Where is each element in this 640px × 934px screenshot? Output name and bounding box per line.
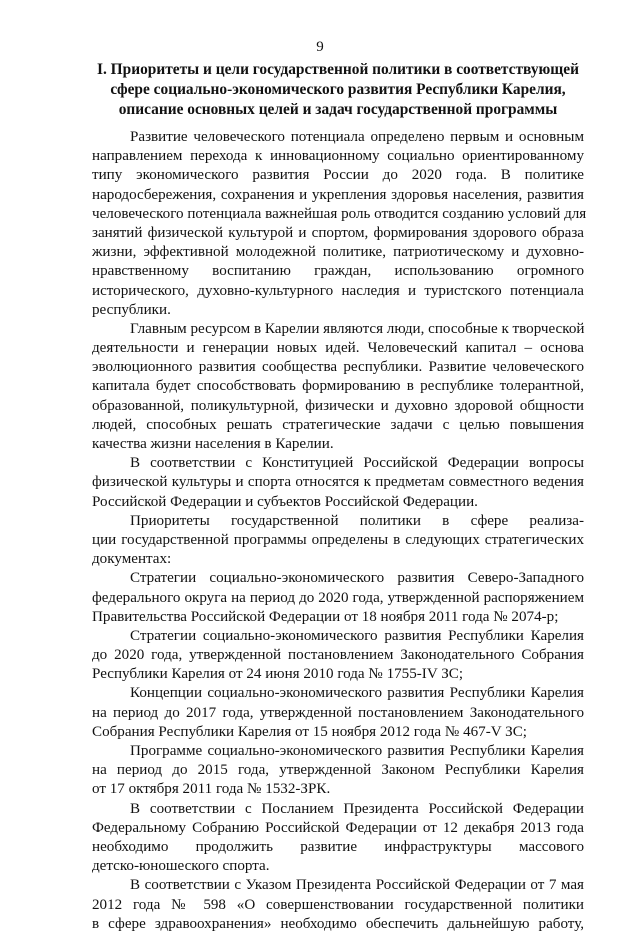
text-line: физической культуры и спорта относятся к предметам совместного ведения <box>92 474 584 491</box>
body-text <box>92 128 587 934</box>
text-line: В соответствии с Посланием Президента Российской Федерации <box>130 800 584 817</box>
text-line: занятий физической культурой и спортом, формирования здорового образа <box>92 224 584 241</box>
paragraph <box>92 569 584 627</box>
paragraph <box>92 454 584 512</box>
text-line: капитала будет способствовать формированию в республике толерантной, <box>92 378 584 395</box>
text-line: республики. <box>92 301 171 318</box>
text-line: образованной, поликультурной, физически и духовно здоровой общности <box>92 397 584 414</box>
text-line: человеческого потенциала важнейшая роль отводится созданию условий для <box>92 205 587 222</box>
text-line: Главным ресурсом в Карелии являются люди, способные к творческой <box>130 320 585 337</box>
text-line: качества жизни населения в Карелии. <box>92 436 334 452</box>
text-line: Развитие человеческого потенциала определено первым и основным <box>130 129 584 145</box>
text-line: Правительства Российской Федерации от 18 ноября 2011 года № 2074-р; <box>92 608 559 625</box>
text-line: Российской Федерации и субъектов Российской Федерации. <box>92 493 478 510</box>
text-line: направлением перехода к инновационному социально ориентированному <box>92 148 584 165</box>
text-line: на период до 2017 года, утвержденной постановлением Законодательного <box>92 704 584 721</box>
text-line: ции государственной программы определены в следующих стратегических <box>92 531 584 548</box>
text-line: Программе социально-экономического развития Республики Карелия <box>130 743 584 759</box>
text-line: на период до 2015 года, утвержденной Законом Республики Карелия <box>92 762 584 779</box>
section-heading <box>92 60 584 120</box>
paragraph <box>92 876 584 934</box>
text-line: Республики Карелия от 24 июня 2010 года № 1755-IV ЗС; <box>92 666 464 683</box>
text-line: типу экономического развития России до 2020 года. В политике <box>92 167 584 184</box>
paragraph <box>92 512 584 570</box>
paragraph <box>92 742 584 800</box>
text-line: народосбережения, сохранения и укрепления здоровья населения, развития <box>92 186 584 203</box>
text-line: до 2020 года, утвержденной постановлением Законодательного Собрания <box>92 647 584 664</box>
heading-line: описание основных целей и задач государственной программы <box>118 101 558 118</box>
paragraph <box>92 320 584 454</box>
text-line: Приоритеты государственной политики в сфере реализа- <box>130 512 584 529</box>
paragraph <box>92 800 584 877</box>
text-line: Концепции социально-экономического развития Республики Карелия <box>130 685 584 702</box>
text-line: людей, способных решать стратегические задачи с целью повышения <box>92 416 584 433</box>
text-line: В соответствии с Указом Президента Российской Федерации от 7 мая <box>130 877 584 894</box>
text-line: необходимо продолжить развитие инфраструктуры массового <box>92 838 584 855</box>
text-line: В соответствии с Конституцией Российской Федерации вопросы <box>130 455 584 472</box>
page-number: 9 <box>316 39 324 55</box>
text-line: документах: <box>92 551 172 568</box>
text-line: жизни, эффективной молодежной политике, патриотическому и духовно- <box>92 244 584 261</box>
text-line: эволюционного развития сообщества республики. Развитие человеческого <box>92 359 584 376</box>
text-line: от 17 октября 2011 года № 1532-ЗРК. <box>92 781 331 798</box>
text-line: деятельности и генерации новых идей. Человеческий капитал – основа <box>92 340 584 357</box>
heading-line: I. Приоритеты и цели государственной политики в соответствующей <box>97 61 579 78</box>
text-line: 2012 года № 598 «О совершенствовании государственной политики <box>92 896 584 913</box>
text-line: Федеральному Собранию Российской Федерации от 12 декабря 2013 года <box>92 819 584 836</box>
paragraph <box>92 627 584 685</box>
text-line: Стратегии социально-экономического развития Северо-Западного <box>130 570 584 587</box>
paragraph <box>92 684 584 742</box>
text-line: детско-юношеского спорта. <box>92 858 270 875</box>
text-line: Стратегии социально-экономического развития Республики Карелия <box>130 627 584 644</box>
heading-line: сфере социально-экономического развития Республики Карелия, <box>110 81 566 98</box>
text-line: исторического, духовно-культурного наследия и туристского потенциала <box>92 282 584 299</box>
text-line: федерального округа на период до 2020 года, утвержденной распоряжением <box>92 589 584 606</box>
text-line: Собрания Республики Карелия от 15 ноября 2012 года № 467-V ЗС; <box>92 723 527 740</box>
text-line: нравственному воспитанию граждан, использованию огромного <box>92 263 584 280</box>
paragraph <box>92 128 587 320</box>
text-line: в сфере здравоохранения» необходимо обеспечить дальнейшую работу, <box>92 915 584 932</box>
